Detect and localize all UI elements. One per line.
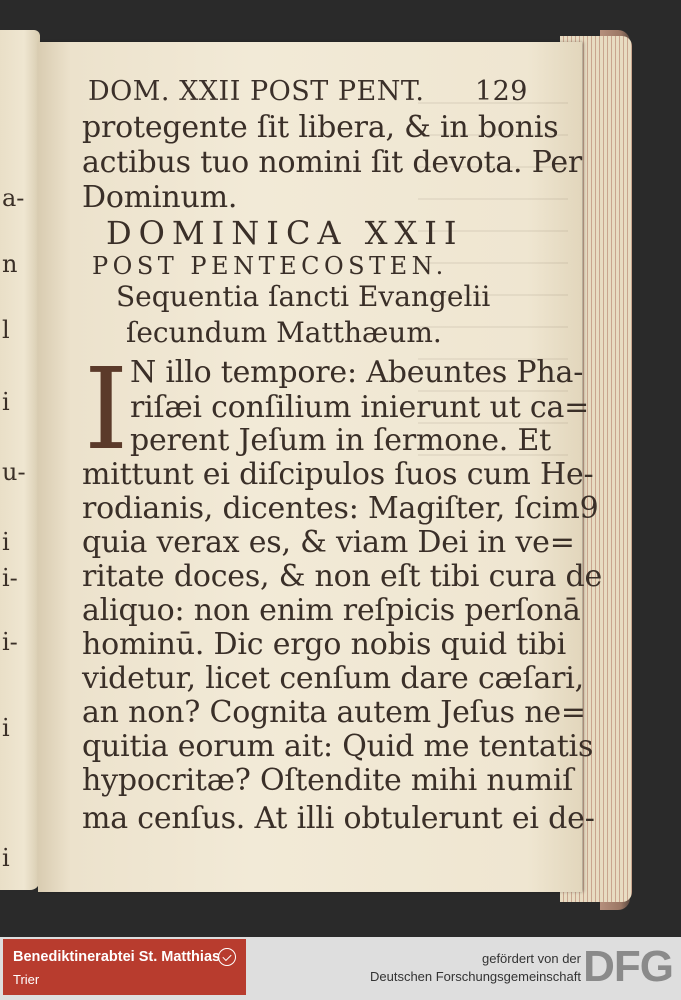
left-page-fragment: i (2, 388, 10, 416)
institution-name: Benediktinerabtei St. Matthias (13, 949, 221, 965)
gospel-heading: ſecundum Matthæum. (126, 316, 442, 349)
text-line: N illo tempore: Abeuntes Pha- (130, 355, 584, 390)
drop-cap: I (84, 345, 129, 475)
text-line: videtur, licet cenſum dare cæſari, (82, 661, 584, 696)
funding-organization: Deutschen Forschungsgemeinschaft (369, 969, 581, 984)
text-line: protegente ſit libera, & in bonis (82, 110, 559, 145)
text-line: hominū. Dic ergo nobis quid tibi (82, 627, 567, 662)
left-page-fragment: i (2, 528, 10, 556)
section-subtitle: POST PENTECOSTEN. (92, 252, 448, 280)
text-line: mittunt ei diſcipulos ſuos cum He- (82, 457, 594, 492)
running-head-title: DOM. XXII POST PENT. (88, 76, 425, 107)
left-page-fragment: n (2, 250, 18, 278)
page-number: 129 (474, 76, 528, 107)
viewer-footer (0, 937, 681, 1000)
institution-city: Trier (13, 972, 40, 987)
text-line: riſæi conſilium inierunt ut ca= (130, 390, 590, 425)
text-line: ma cenſus. At illi obtulerunt ei de- (82, 801, 595, 836)
left-page-fragment: l (2, 316, 10, 344)
text-line: quia verax es, & viam Dei in ve= (82, 525, 575, 560)
left-page-fragment: i- (2, 564, 18, 592)
left-page-edge (0, 30, 40, 890)
institution-logo-icon (218, 948, 236, 966)
text-line: perent Jeſum in ſermone. Et (130, 423, 552, 458)
funding-note: gefördert von der (481, 951, 581, 966)
text-line: aliquo: non enim reſpicis perſonā (82, 593, 581, 628)
text-line: an non? Cognita autem Jeſus ne= (82, 695, 586, 730)
running-head (88, 76, 528, 107)
left-page-fragment: i (2, 714, 10, 742)
left-page-fragment: i (2, 844, 10, 872)
institution-link[interactable] (3, 939, 246, 995)
dfg-logo[interactable]: DFG (583, 942, 673, 991)
section-title: DOMINICA XXII (106, 214, 464, 252)
text-line: ritate doces, & non eſt tibi cura de (82, 559, 603, 594)
left-page-fragment: u- (2, 458, 26, 486)
left-page-fragment: i- (2, 628, 18, 656)
text-line: quitia eorum ait: Quid me tentatis (82, 729, 594, 764)
text-line: actibus tuo nomini ſit devota. Per (82, 145, 583, 180)
left-page-fragment: a- (2, 184, 25, 212)
text-line: hypocritæ? Oſtendite mihi numiſ (82, 763, 574, 798)
gospel-heading: Sequentia ſancti Evangelii (116, 280, 491, 313)
text-line: rodianis, dicentes: Magiſter, ſcim9 (82, 491, 599, 526)
text-line: Dominum. (82, 180, 238, 215)
